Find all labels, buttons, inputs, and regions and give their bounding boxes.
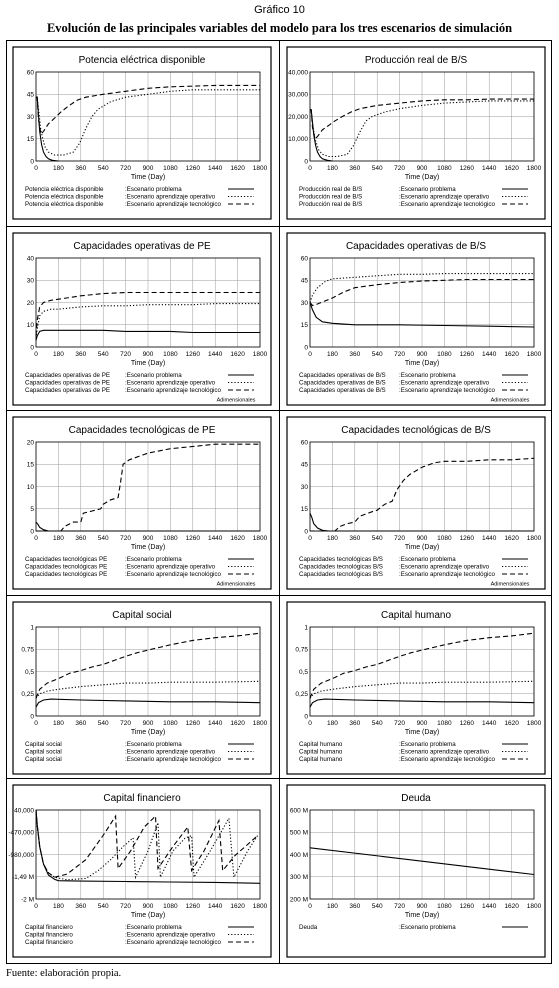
x-tick-label: 0: [308, 165, 312, 172]
y-tick-label: -2 M: [21, 896, 34, 904]
x-tick-label: 1260: [185, 720, 201, 727]
chart-svg: [282, 780, 550, 960]
x-tick-label: 1080: [163, 720, 178, 727]
y-tick-label: 20: [26, 299, 34, 307]
x-tick-label: 720: [120, 903, 132, 910]
legend-scenario-label: :Escenario aprendizaje operativo: [399, 193, 490, 201]
series-line-dashed: [36, 810, 258, 877]
legend-scenario-label: :Escenario aprendizaje tecnológico: [125, 387, 221, 394]
y-tick-label: 20,000: [288, 113, 308, 121]
x-tick-label: 540: [371, 720, 383, 727]
figure-title: Evolución de las principales variables del modelo para los tres escenarios de simulación: [46, 21, 513, 35]
x-axis-label: Time (Day): [404, 360, 440, 367]
x-tick-label: 1620: [230, 351, 245, 358]
y-tick-label: 45: [300, 461, 308, 469]
x-tick-label: 180: [326, 165, 338, 172]
column-divider: [279, 40, 280, 964]
legend-series-name: Producción real de B/S: [299, 186, 363, 193]
y-tick-label: 45: [300, 277, 308, 285]
y-tick-label: 1: [304, 624, 308, 632]
chart-title: Potencia eléctrica disponible: [78, 55, 206, 66]
x-tick-label: 720: [120, 720, 132, 727]
legend-series-name: Capital financiero: [25, 931, 73, 939]
y-tick-label: -470,000: [8, 829, 34, 837]
row-divider-4: [6, 778, 552, 779]
legend-series-name: Capacidades tecnológicas PE: [25, 556, 108, 563]
y-tick-label: 0,75: [295, 646, 308, 654]
x-tick-label: 360: [75, 903, 87, 910]
x-tick-label: 0: [308, 535, 312, 542]
units-note: Adimensionales: [216, 581, 256, 588]
legend-scenario-label: :Escenario problema: [125, 741, 182, 748]
legend-scenario-label: :Escenario problema: [399, 186, 456, 193]
x-tick-label: 0: [34, 903, 38, 910]
y-tick-label: 10: [26, 322, 34, 330]
x-tick-label: 1620: [230, 535, 245, 542]
x-tick-label: 1080: [163, 535, 178, 542]
y-tick-label: 0: [30, 344, 34, 352]
y-tick-label: 0,25: [295, 691, 308, 699]
x-tick-label: 1260: [185, 165, 201, 172]
legend-series-name: Capital social: [25, 756, 62, 763]
x-tick-label: 1620: [504, 351, 519, 358]
chart-svg: [8, 597, 276, 777]
chart-svg: [282, 412, 550, 592]
chart-title: Capital humano: [380, 610, 452, 621]
x-tick-label: 1260: [459, 903, 475, 910]
y-tick-label: 0: [304, 528, 308, 536]
chart-deuda: [282, 780, 550, 960]
chart-title: Capacidades operativas de PE: [73, 241, 211, 252]
x-tick-label: 540: [97, 903, 109, 910]
x-tick-label: 1080: [437, 535, 452, 542]
y-tick-label: 0,75: [21, 646, 34, 654]
x-tick-label: 1260: [459, 535, 475, 542]
y-tick-label: 0,25: [21, 691, 34, 699]
x-tick-label: 1440: [207, 903, 223, 910]
x-tick-label: 360: [349, 720, 361, 727]
x-axis-label: Time (Day): [130, 729, 166, 736]
row-divider-1: [6, 226, 552, 227]
x-tick-label: 0: [34, 720, 38, 727]
legend-scenario-label: :Escenario aprendizaje operativo: [125, 931, 216, 939]
y-tick-label: 10: [26, 483, 34, 491]
legend-series-name: Capital humano: [299, 756, 343, 763]
y-tick-label: -1,49 M: [11, 874, 34, 882]
y-tick-label: 1: [30, 624, 34, 632]
y-tick-label: 20: [26, 439, 34, 447]
y-tick-label: 200 M: [289, 896, 308, 904]
x-tick-label: 360: [349, 351, 361, 358]
x-tick-label: 180: [52, 351, 64, 358]
x-tick-label: 360: [349, 903, 361, 910]
x-tick-label: 900: [142, 903, 154, 910]
y-tick-label: 30,000: [288, 91, 308, 99]
x-tick-label: 0: [34, 351, 38, 358]
x-tick-label: 360: [75, 165, 87, 172]
x-tick-label: 720: [394, 903, 406, 910]
chart-svg: [282, 228, 550, 408]
legend-series-name: Capital social: [25, 748, 62, 756]
legend-scenario-label: :Escenario aprendizaje tecnológico: [399, 201, 495, 208]
legend-series-name: Capacidades tecnológicas PE: [25, 571, 108, 578]
x-tick-label: 1260: [185, 903, 201, 910]
chart-svg: [8, 780, 276, 960]
x-tick-label: 540: [371, 165, 383, 172]
x-tick-label: 1080: [163, 903, 178, 910]
y-tick-label: 300 M: [289, 874, 308, 882]
legend-scenario-label: :Escenario problema: [125, 186, 182, 193]
legend-series-name: Capacidades operativas de B/S: [299, 372, 386, 379]
x-tick-label: 540: [97, 720, 109, 727]
y-tick-label: 40,000: [14, 807, 34, 815]
row-divider-3: [6, 595, 552, 596]
y-tick-label: 0,5: [24, 668, 34, 676]
chart-title: Deuda: [401, 793, 431, 804]
x-tick-label: 900: [416, 720, 428, 727]
y-tick-label: 15: [300, 506, 308, 514]
x-tick-label: 360: [349, 165, 361, 172]
x-tick-label: 1440: [481, 351, 497, 358]
x-tick-label: 1080: [163, 351, 178, 358]
y-tick-label: 30: [26, 277, 34, 285]
x-tick-label: 0: [34, 165, 38, 172]
series-line-solid: [310, 110, 332, 161]
x-tick-label: 1620: [504, 165, 519, 172]
legend-series-name: Potencia eléctrica disponible: [25, 186, 104, 193]
legend-scenario-label: :Escenario aprendizaje operativo: [399, 379, 490, 387]
legend-scenario-label: :Escenario problema: [125, 556, 182, 563]
legend-scenario-label: :Escenario problema: [399, 556, 456, 563]
legend-scenario-label: :Escenario aprendizaje operativo: [125, 748, 216, 756]
legend-scenario-label: :Escenario aprendizaje tecnológico: [399, 387, 495, 394]
legend-series-name: Capital humano: [299, 741, 343, 748]
legend-scenario-label: :Escenario aprendizaje tecnológico: [125, 201, 221, 208]
chart-title: Capacidades operativas de B/S: [345, 241, 487, 252]
chart-svg: [8, 42, 276, 222]
x-tick-label: 0: [34, 535, 38, 542]
x-tick-label: 900: [416, 165, 428, 172]
x-tick-label: 0: [308, 720, 312, 727]
x-tick-label: 1800: [526, 720, 542, 727]
x-tick-label: 720: [394, 535, 406, 542]
legend-series-name: Capital social: [25, 741, 62, 748]
x-tick-label: 1440: [207, 720, 223, 727]
x-tick-label: 1620: [504, 535, 519, 542]
x-tick-label: 900: [416, 351, 428, 358]
x-tick-label: 1080: [437, 720, 452, 727]
x-tick-label: 1080: [437, 903, 452, 910]
x-tick-label: 720: [394, 351, 406, 358]
x-tick-label: 1080: [163, 165, 178, 172]
y-tick-label: 15: [26, 136, 34, 144]
legend-scenario-label: :Escenario aprendizaje tecnológico: [125, 756, 221, 763]
chart-title: Capital social: [112, 610, 172, 621]
legend-series-name: Capacidades operativas de PE: [25, 372, 110, 379]
x-tick-label: 1800: [252, 165, 268, 172]
chart-capital-financiero: [8, 780, 276, 960]
x-tick-label: 1080: [437, 351, 452, 358]
legend-series-name: Capacidades operativas de PE: [25, 387, 110, 394]
figure-label: Gráfico 10: [254, 4, 305, 16]
legend-series-name: Capacidades tecnológicas PE: [25, 563, 108, 571]
y-tick-label: 0: [304, 713, 308, 721]
source-note: Fuente: elaboración propia.: [6, 968, 122, 979]
y-tick-label: 0: [304, 344, 308, 352]
y-tick-label: 0,5: [298, 668, 308, 676]
x-tick-label: 540: [97, 535, 109, 542]
chart-svg: [8, 412, 276, 592]
x-tick-label: 180: [326, 535, 338, 542]
legend-series-name: Capacidades operativas de PE: [25, 379, 110, 387]
chart-capital-social: [8, 597, 276, 777]
x-tick-label: 180: [52, 903, 64, 910]
x-tick-label: 360: [75, 535, 87, 542]
legend-series-name: Capacidades tecnológicas B/S: [299, 556, 383, 563]
legend-series-name: Capital financiero: [25, 939, 73, 946]
y-tick-label: 30: [300, 483, 308, 491]
x-tick-label: 1800: [252, 535, 268, 542]
x-axis-label: Time (Day): [404, 174, 440, 181]
y-tick-label: 0: [30, 528, 34, 536]
legend-scenario-label: :Escenario problema: [399, 372, 456, 379]
legend-series-name: Capital humano: [299, 748, 343, 756]
x-tick-label: 720: [120, 165, 132, 172]
legend-scenario-label: :Escenario aprendizaje operativo: [125, 193, 216, 201]
x-tick-label: 1620: [230, 165, 245, 172]
x-tick-label: 360: [349, 535, 361, 542]
legend-series-name: Capacidades operativas de B/S: [299, 387, 386, 394]
x-tick-label: 1440: [207, 351, 223, 358]
x-axis-label: Time (Day): [130, 174, 166, 181]
x-tick-label: 1440: [481, 903, 497, 910]
x-tick-label: 540: [371, 903, 383, 910]
x-tick-label: 1800: [252, 351, 268, 358]
y-tick-label: 45: [26, 91, 34, 99]
legend-series-name: Deuda: [299, 924, 318, 931]
series-line-solid: [36, 97, 58, 161]
x-axis-label: Time (Day): [404, 729, 440, 736]
x-tick-label: 900: [142, 165, 154, 172]
y-tick-label: 600 M: [289, 807, 308, 815]
x-tick-label: 1440: [481, 535, 497, 542]
x-axis-label: Time (Day): [404, 544, 440, 551]
x-tick-label: 540: [97, 351, 109, 358]
x-tick-label: 180: [326, 351, 338, 358]
chart-svg: [282, 42, 550, 222]
y-tick-label: 500 M: [289, 829, 308, 837]
chart-potencia-electrica: [8, 42, 276, 222]
chart-title: Capacidades tecnológicas de B/S: [341, 425, 491, 436]
x-tick-label: 180: [326, 903, 338, 910]
chart-capacidades-operativas-pe: [8, 228, 276, 408]
chart-capital-humano: [282, 597, 550, 777]
units-note: Adimensionales: [216, 397, 256, 404]
legend-series-name: Capacidades tecnológicas B/S: [299, 571, 383, 578]
series-line-dotted: [36, 810, 258, 880]
x-tick-label: 1080: [437, 165, 452, 172]
row-divider-2: [6, 410, 552, 411]
x-tick-label: 720: [120, 535, 132, 542]
legend-series-name: Potencia eléctrica disponible: [25, 193, 104, 201]
x-tick-label: 900: [416, 535, 428, 542]
x-tick-label: 1800: [252, 720, 268, 727]
x-tick-label: 1440: [207, 535, 223, 542]
x-tick-label: 1620: [230, 720, 245, 727]
y-tick-label: 15: [300, 322, 308, 330]
legend-series-name: Capacidades operativas de B/S: [299, 379, 386, 387]
x-tick-label: 720: [394, 720, 406, 727]
y-tick-label: 400 M: [289, 851, 308, 859]
y-tick-label: 0: [30, 158, 34, 166]
legend-scenario-label: :Escenario problema: [125, 372, 182, 379]
x-tick-label: 1800: [526, 351, 542, 358]
units-note: Adimensionales: [490, 397, 530, 404]
x-tick-label: 0: [308, 351, 312, 358]
x-tick-label: 900: [142, 535, 154, 542]
x-tick-label: 1800: [526, 903, 542, 910]
y-tick-label: 15: [26, 461, 34, 469]
x-axis-label: Time (Day): [404, 912, 440, 919]
legend-series-name: Producción real de B/S: [299, 201, 363, 208]
chart-capacidades-tecnologicas-bs: [282, 412, 550, 592]
legend-scenario-label: :Escenario aprendizaje operativo: [125, 379, 216, 387]
x-tick-label: 720: [120, 351, 132, 358]
y-tick-label: 60: [300, 439, 308, 447]
legend-scenario-label: :Escenario aprendizaje tecnológico: [125, 939, 221, 946]
legend-series-name: Potencia eléctrica disponible: [25, 201, 104, 208]
x-tick-label: 1620: [504, 720, 519, 727]
y-tick-label: 10,000: [288, 136, 308, 144]
legend-scenario-label: :Escenario aprendizaje operativo: [399, 563, 490, 571]
y-tick-label: 40: [26, 255, 34, 263]
legend-scenario-label: :Escenario aprendizaje operativo: [399, 748, 490, 756]
y-tick-label: 30: [300, 299, 308, 307]
x-tick-label: 1260: [185, 351, 201, 358]
units-note: Adimensionales: [490, 581, 530, 588]
chart-capacidades-operativas-bs: [282, 228, 550, 408]
legend-scenario-label: :Escenario problema: [399, 924, 456, 931]
x-tick-label: 1260: [185, 535, 201, 542]
x-tick-label: 360: [75, 720, 87, 727]
y-tick-label: -980,000: [8, 851, 34, 859]
x-tick-label: 1440: [481, 720, 497, 727]
chart-title: Capacidades tecnológicas de PE: [68, 425, 216, 436]
y-tick-label: 60: [26, 69, 34, 77]
legend-scenario-label: :Escenario problema: [399, 741, 456, 748]
y-tick-label: 40,000: [288, 69, 308, 77]
x-tick-label: 1260: [459, 165, 475, 172]
x-tick-label: 180: [52, 535, 64, 542]
x-tick-label: 360: [75, 351, 87, 358]
x-tick-label: 1260: [459, 351, 475, 358]
legend-scenario-label: :Escenario aprendizaje operativo: [125, 563, 216, 571]
y-tick-label: 0: [30, 713, 34, 721]
x-tick-label: 1800: [252, 903, 268, 910]
x-tick-label: 720: [394, 165, 406, 172]
y-tick-label: 30: [26, 113, 34, 121]
x-tick-label: 540: [97, 165, 109, 172]
x-tick-label: 1800: [526, 165, 542, 172]
legend-scenario-label: :Escenario problema: [125, 924, 182, 931]
x-tick-label: 0: [308, 903, 312, 910]
legend-series-name: Capacidades tecnológicas B/S: [299, 563, 383, 571]
chart-produccion-real: [282, 42, 550, 222]
legend-series-name: Capital financiero: [25, 924, 73, 931]
legend-scenario-label: :Escenario aprendizaje tecnológico: [399, 756, 495, 763]
x-axis-label: Time (Day): [130, 912, 166, 919]
x-tick-label: 900: [142, 351, 154, 358]
legend-scenario-label: :Escenario aprendizaje tecnológico: [125, 571, 221, 578]
x-tick-label: 180: [326, 720, 338, 727]
x-tick-label: 540: [371, 351, 383, 358]
x-tick-label: 1260: [459, 720, 475, 727]
y-tick-label: 0: [304, 158, 308, 166]
x-tick-label: 1620: [230, 903, 245, 910]
x-tick-label: 180: [52, 720, 64, 727]
x-tick-label: 1440: [481, 165, 497, 172]
chart-svg: [282, 597, 550, 777]
chart-capacidades-tecnologicas-pe: [8, 412, 276, 592]
chart-svg: [8, 228, 276, 408]
legend-series-name: Producción real de B/S: [299, 193, 363, 201]
x-tick-label: 900: [142, 720, 154, 727]
y-tick-label: 5: [30, 506, 34, 514]
chart-title: Producción real de B/S: [364, 55, 468, 66]
x-tick-label: 180: [52, 165, 64, 172]
x-tick-label: 540: [371, 535, 383, 542]
x-tick-label: 1620: [504, 903, 519, 910]
legend-scenario-label: :Escenario aprendizaje tecnológico: [399, 571, 495, 578]
x-axis-label: Time (Day): [130, 544, 166, 551]
x-tick-label: 900: [416, 903, 428, 910]
x-axis-label: Time (Day): [130, 360, 166, 367]
x-tick-label: 1440: [207, 165, 223, 172]
chart-title: Capital financiero: [103, 793, 181, 804]
x-tick-label: 1800: [526, 535, 542, 542]
y-tick-label: 60: [300, 255, 308, 263]
